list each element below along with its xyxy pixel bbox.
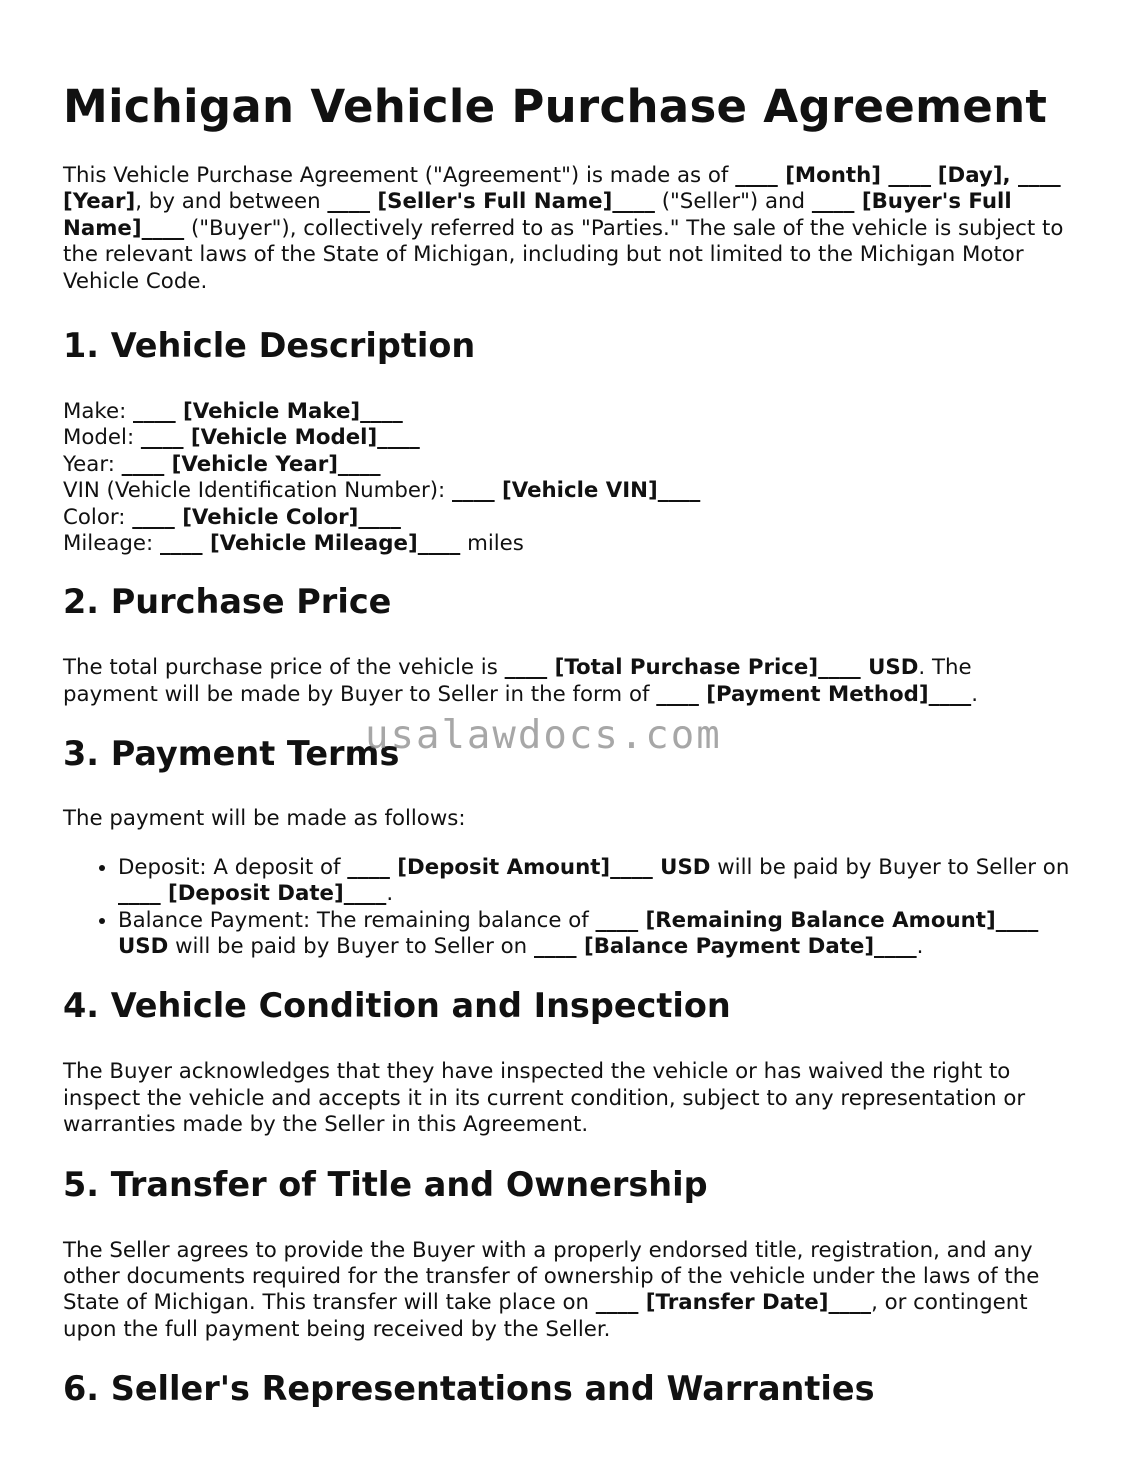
- intro-text: [931, 163, 938, 188]
- balance-text: Balance Payment: The remaining balance of: [118, 907, 596, 933]
- price-text: The total purchase price of the vehicle is: [63, 655, 505, 681]
- price-text: . The payment will be made by Buyer to Seller in the form of: [63, 655, 972, 707]
- intro-paragraph: [63, 163, 1073, 295]
- field-label: VIN (Vehicle Identification Number):: [63, 478, 453, 504]
- intro-text: , by and between: [135, 189, 328, 215]
- field-label: Color:: [63, 504, 133, 530]
- vehicle-model-placeholder: ____ [Vehicle Model]____: [140, 425, 420, 451]
- deposit-text: will be paid by Buyer to Seller on: [710, 854, 1070, 880]
- vehicle-year-line: [63, 452, 1073, 478]
- vehicle-vin-placeholder: ____ [Vehicle VIN]____: [452, 478, 701, 504]
- payment-method-placeholder: ____ [Payment Method]____: [656, 681, 972, 707]
- deposit-text: .: [386, 881, 394, 907]
- vehicle-model-line: [63, 425, 1073, 451]
- buyer-name-placeholder: ____ [Buyer's Full Name]____: [63, 189, 1012, 241]
- transfer-text: The Seller agrees to provide the Buyer with a properly endorsed title, registration, and any other documents required for the transfer of ownership of the vehicle under the laws of the State of Michigan. This transfer will take place on: [63, 1237, 1040, 1316]
- deposit-amount-placeholder: ____ [Deposit Amount]____ USD: [347, 854, 711, 880]
- deposit-text: Deposit: A deposit of: [118, 854, 348, 880]
- intro-text: ("Buyer"), collectively referred to as "Parties." The sale of the vehicle is subject to the relevant laws of the State of Michigan, including but not limited to the Michigan Motor Vehicle Code.: [63, 215, 1064, 294]
- section-heading-vehicle-description: 1. Vehicle Description: [63, 326, 476, 366]
- field-label: Model:: [63, 425, 141, 451]
- section-heading-payment-terms: 3. Payment Terms: [63, 734, 400, 774]
- watermark-text: usalawdocs.com: [365, 713, 722, 758]
- balance-amount-placeholder: ____ [Remaining Balance Amount]____ USD: [118, 907, 1039, 959]
- document-title: Michigan Vehicle Purchase Agreement: [63, 80, 1048, 133]
- title-transfer-paragraph: [63, 1238, 1073, 1344]
- vehicle-condition-paragraph: The Buyer acknowledges that they have inspected the vehicle or has waived the right to inspect the vehicle and accepts it in its current condition, subject to any representation or warranties made by the Seller in this Agreement.: [63, 1059, 1026, 1138]
- intro-text: ("Seller") and: [654, 189, 812, 215]
- deposit-date-placeholder: ____ [Deposit Date]____: [118, 881, 387, 907]
- balance-text: .: [916, 933, 924, 959]
- section-heading-seller-warranties: 6. Seller's Representations and Warranties: [63, 1369, 875, 1409]
- payment-terms-list: [63, 855, 1073, 961]
- price-text: .: [971, 681, 978, 707]
- section-heading-vehicle-condition: 4. Vehicle Condition and Inspection: [63, 986, 731, 1026]
- total-price-placeholder: ____ [Total Purchase Price]____ USD: [504, 655, 919, 681]
- balance-text: will be paid by Buyer to Seller on: [168, 933, 534, 959]
- balance-date-placeholder: ____ [Balance Payment Date]____: [533, 933, 917, 959]
- vehicle-mileage-placeholder: ____ [Vehicle Mileage]____: [159, 531, 461, 557]
- section-heading-title-transfer: 5. Transfer of Title and Ownership: [63, 1164, 708, 1204]
- vehicle-make-placeholder: ____ [Vehicle Make]____: [133, 399, 403, 425]
- vehicle-color-placeholder: ____ [Vehicle Color]____: [132, 504, 401, 530]
- field-label: Mileage:: [63, 531, 160, 557]
- vehicle-year-placeholder: ____ [Vehicle Year]____: [121, 451, 381, 477]
- deposit-list-item: [118, 855, 1073, 908]
- vehicle-color-line: [63, 505, 1073, 531]
- field-label: Year:: [63, 451, 122, 477]
- balance-list-item: [118, 908, 1073, 961]
- mileage-unit: miles: [460, 531, 524, 557]
- month-placeholder: ____ [Month] ____: [735, 163, 931, 188]
- vehicle-vin-line: [63, 478, 1073, 504]
- purchase-price-paragraph: [63, 655, 1073, 708]
- seller-name-placeholder: ____ [Seller's Full Name]____: [327, 189, 655, 215]
- transfer-date-placeholder: ____ [Transfer Date]____: [595, 1290, 872, 1316]
- section-heading-purchase-price: 2. Purchase Price: [63, 582, 392, 622]
- transfer-text: , or contingent upon the full payment being received by the Seller.: [63, 1290, 1028, 1342]
- vehicle-mileage-line: [63, 531, 1073, 557]
- intro-text: This Vehicle Purchase Agreement ("Agreement") is made as of: [63, 163, 736, 188]
- document-page: [63, 0, 1073, 1409]
- vehicle-make-line: [63, 399, 1073, 425]
- day-year-placeholder: [Day], ____ [Year]: [63, 163, 1061, 215]
- payment-terms-intro: The payment will be made as follows:: [63, 806, 466, 832]
- vehicle-details: [63, 399, 1073, 557]
- field-label: Make:: [63, 399, 134, 425]
